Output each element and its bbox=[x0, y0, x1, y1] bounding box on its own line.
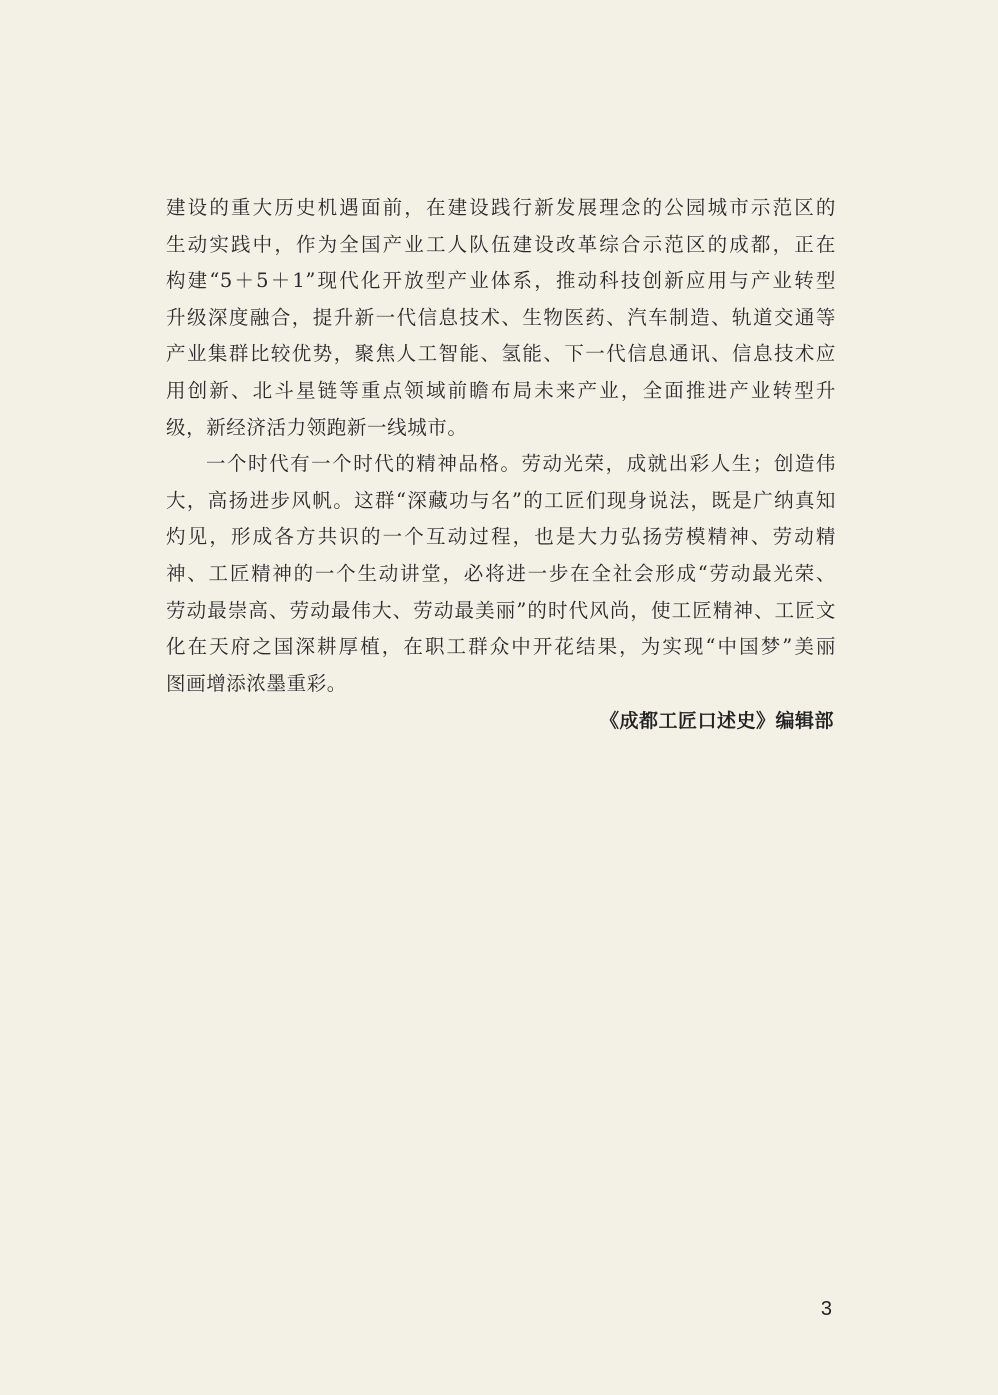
text-line: 一个时代有一个时代的精神品格。劳动光荣，成就出彩人生；创造伟 bbox=[206, 452, 836, 476]
text-line: 升级深度融合，提升新一代信息技术、生物医药、汽车制造、轨道交通等 bbox=[166, 305, 836, 329]
paragraph-2 bbox=[166, 446, 836, 702]
text-line: 产业集群比较优势，聚焦人工智能、氢能、下一代信息通讯、信息技术应 bbox=[166, 342, 836, 366]
text-line: 劳动最崇高、劳动最伟大、劳动最美丽”的时代风尚，使工匠精神、工匠文 bbox=[166, 598, 836, 622]
page-number: 3 bbox=[820, 1298, 832, 1320]
editorial-signature: 《成都工匠口述史》编辑部 bbox=[599, 710, 834, 732]
text-line: 化在天府之国深耕厚植，在职工群众中开花结果，为实现“中国梦”美丽 bbox=[166, 635, 836, 659]
text-line: 构建“5＋5＋1”现代化开放型产业体系，推动科技创新应用与产业转型 bbox=[166, 269, 836, 293]
text-line: 建设的重大历史机遇面前，在建设践行新发展理念的公园城市示范区的 bbox=[166, 196, 836, 219]
text-line: 图画增添浓墨重彩。 bbox=[166, 671, 347, 695]
text-line: 神、工匠精神的一个生动讲堂，必将进一步在全社会形成“劳动最光荣、 bbox=[166, 561, 836, 585]
body-text bbox=[166, 190, 836, 702]
text-line: 灼见，形成各方共识的一个互动过程，也是大力弘扬劳模精神、劳动精 bbox=[166, 525, 836, 549]
text-line: 生动实践中，作为全国产业工人队伍建设改革综合示范区的成都，正在 bbox=[166, 232, 836, 256]
text-line: 用创新、北斗星链等重点领域前瞻布局未来产业，全面推进产业转型升 bbox=[166, 378, 836, 402]
text-line: 级，新经济活力领跑新一线城市。 bbox=[166, 415, 468, 439]
paragraph-1 bbox=[166, 190, 836, 446]
text-line: 大，高扬进步风帆。这群“深藏功与名”的工匠们现身说法，既是广纳真知 bbox=[166, 488, 836, 512]
